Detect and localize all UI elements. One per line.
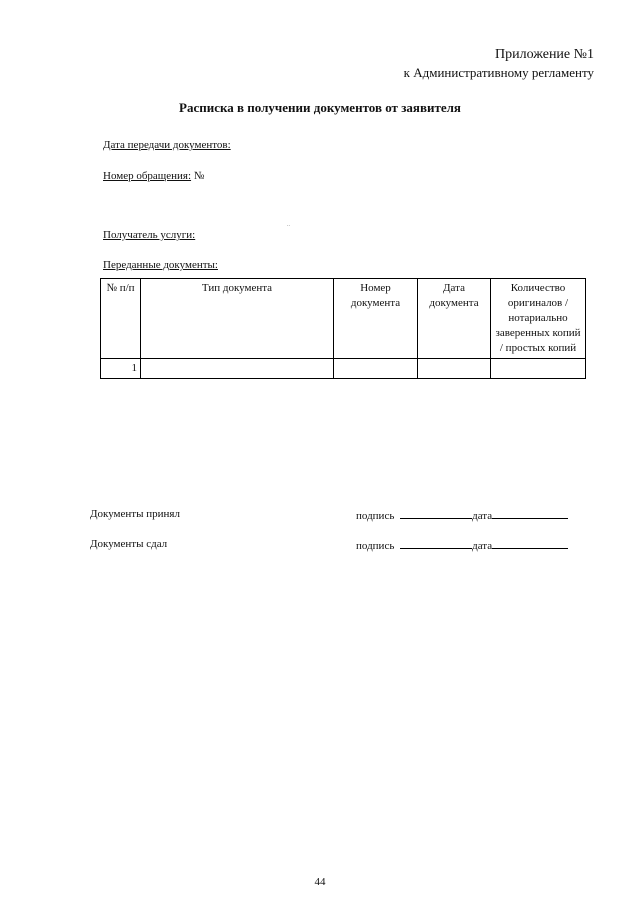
table-row — [101, 359, 586, 379]
accepted-by-label: Документы принял — [90, 508, 180, 520]
row-doc-number-cell — [334, 359, 418, 379]
handed-signature-word: подпись — [356, 540, 395, 552]
page-number: 44 — [314, 876, 326, 888]
handed-date-word: дата — [472, 540, 493, 552]
handed-date-blank — [492, 538, 568, 549]
header-document-number: Номер документа — [334, 279, 418, 359]
documents-table — [100, 278, 586, 379]
appendix-title: Приложение №1 — [495, 47, 594, 62]
header-number: № п/п — [101, 279, 141, 359]
service-recipient-field — [103, 229, 195, 241]
tiny-mark: .. — [287, 222, 290, 228]
accepted-signature-line — [356, 508, 568, 522]
accepted-date-blank — [492, 508, 568, 519]
appendix-subtitle: к Административному регламенту — [403, 65, 594, 80]
table-header-row — [101, 279, 586, 359]
submitted-documents-label: Переданные документы: — [103, 259, 218, 271]
row-count-cell — [491, 359, 586, 379]
header-copies-count: Количество оригиналов / нотариально заверенных копий / простых копий — [491, 279, 586, 359]
handed-signature-blank — [400, 538, 472, 549]
header-document-type: Тип документа — [141, 279, 334, 359]
header-document-date: Дата документа — [418, 279, 491, 359]
document-title: Расписка в получении документов от заявителя — [179, 100, 461, 115]
request-number-sign: № — [193, 170, 205, 182]
submitted-documents-field — [103, 259, 218, 271]
row-number-cell: 1 — [101, 359, 141, 379]
row-type-cell — [141, 359, 334, 379]
row-date-cell — [418, 359, 491, 379]
request-number-label: Номер обращения: — [103, 170, 192, 182]
transfer-date-label: Дата передачи документов: — [103, 139, 231, 151]
accepted-signature-word: подпись — [356, 510, 395, 522]
accepted-date-word: дата — [472, 510, 493, 522]
accepted-signature-blank — [400, 508, 472, 519]
request-number-field — [103, 170, 204, 182]
service-recipient-label: Получатель услуги: — [103, 229, 196, 241]
handed-by-label: Документы сдал — [90, 538, 168, 550]
handed-signature-line — [356, 538, 568, 552]
transfer-date-field — [103, 139, 231, 151]
